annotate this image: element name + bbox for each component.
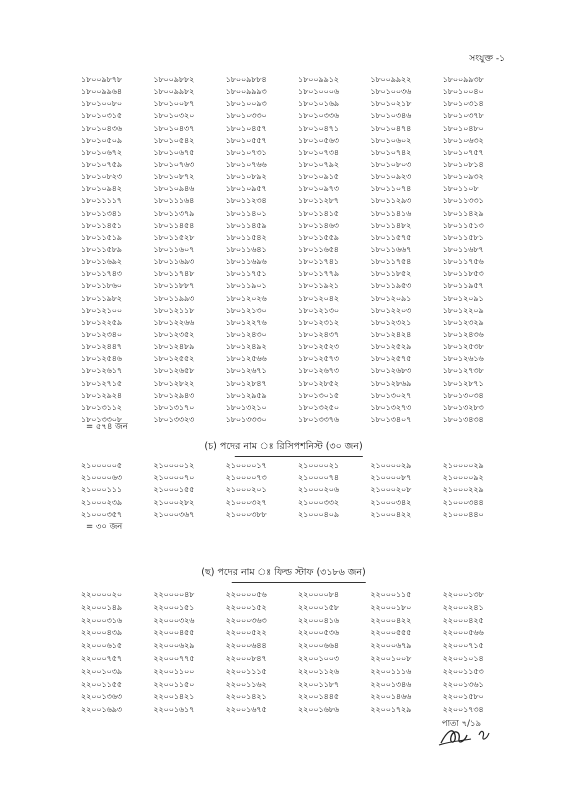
roll-number-cell: ১৮০১২৪৩০: [225, 328, 267, 339]
roll-number-cell: ১৮০১১৬৮৭: [442, 243, 484, 254]
roll-number-cell: ১৮০১১৪৮২: [370, 219, 412, 230]
roll-number-cell: ২২০০০১১৫: [370, 589, 412, 599]
roll-number-table-2: [81, 459, 515, 520]
roll-number-cell: ২২০০১৪২১: [153, 691, 195, 702]
roll-number-cell: ২১০০০২০৮: [370, 484, 412, 495]
roll-number-cell: ২২০০০৪১৬: [298, 614, 339, 625]
roll-number-cell: ২১০০০০৮৭: [370, 472, 412, 483]
roll-number-cell: ১৮০১২৩৪০: [81, 328, 122, 339]
roll-number-cell: ১৮০১৩৪০৭: [370, 413, 412, 424]
roll-number-cell: ২১০০০০২১: [298, 460, 339, 470]
roll-number-cell: ১৮০১১৫১৩: [442, 219, 484, 230]
roll-number-cell: ১৮০১৩২৮৩: [442, 401, 484, 412]
roll-number-cell: ১৮০০৯৮৮৪: [225, 74, 267, 84]
roll-number-cell: ২২০০১১৫৩: [442, 665, 484, 676]
roll-number-cell: ১৮০১১৫৪২: [225, 231, 267, 242]
roll-number-cell: ১৮০১০৪৩৭: [153, 122, 195, 133]
roll-number-cell: ১৮০১১৯২১: [298, 280, 339, 291]
roll-number-cell: ১৮০১২৩১২: [298, 316, 339, 327]
roll-number-cell: ১৮০১১৬০৭: [153, 243, 195, 254]
roll-number-cell: ১৮০১১৬৪১: [225, 243, 267, 254]
roll-number-cell: ২২০০০০৫৬: [225, 589, 267, 599]
roll-number-cell: ১৮০১১৮৫২: [370, 268, 412, 279]
roll-number-cell: ১৮০১২৭৩৮: [442, 365, 484, 376]
roll-number-cell: ২১০০০৩৮৮: [225, 508, 267, 519]
roll-number-cell: ১৮০১০৬৭২: [81, 146, 122, 157]
roll-number-cell: ১৮০১১৮৮৭: [153, 280, 195, 291]
roll-number-cell: ১৮০১২৮৪৭: [225, 377, 267, 388]
roll-number-cell: ১৮০১১৫৮১: [442, 231, 484, 242]
roll-number-cell: ২১০০০০১৭: [225, 460, 267, 470]
roll-number-cell: ২২০০১৪৪৫: [298, 691, 339, 702]
roll-number-cell: ১৮০১২১০০: [81, 304, 122, 315]
roll-number-cell: ১৮০১২৯৪৩: [153, 389, 195, 400]
roll-number-cell: ১৮০১২১৩০: [298, 304, 339, 315]
roll-number-cell: ২২০০০৭১৫: [442, 640, 484, 651]
roll-number-cell: ১৮০০৯৯১২: [298, 74, 339, 84]
roll-number-cell: ২২০০০৬২৯: [153, 640, 195, 651]
roll-number-cell: ১৮০১২২০৯: [442, 304, 484, 315]
roll-number-cell: ২১০০০৩৪৪: [442, 496, 484, 507]
roll-number-cell: ২২০০১৬৯৩: [81, 704, 122, 715]
roll-number-cell: ১৮০১১৭৪৩: [81, 268, 122, 279]
roll-number-cell: ১৮০১০৮১৪: [442, 158, 484, 169]
roll-number-cell: ২১০০০৩৬৭: [153, 508, 195, 519]
roll-number-cell: ১৮০১১৬৬৭: [370, 243, 412, 254]
roll-number-cell: ২২০০০৮৪৭: [225, 652, 267, 663]
roll-number-cell: ২১০০০৪৪০: [442, 508, 484, 519]
roll-number-cell: ২২০০০৩২৬: [153, 614, 195, 625]
roll-number-cell: ২২০০১৩৬৩: [81, 691, 122, 702]
roll-number-cell: ২২০০১১১৬: [370, 665, 412, 676]
roll-number-cell: ১৮০১০৯৫৭: [225, 183, 267, 194]
roll-number-cell: ২১০০০০২৯: [370, 460, 412, 470]
roll-number-table-1: [81, 73, 515, 425]
roll-number-cell: ১৮০১১৩৭৯: [153, 207, 195, 218]
roll-number-cell: ২২০০১৬৭৫: [225, 704, 267, 715]
roll-number-cell: ১৮০১২৫২৯: [370, 341, 412, 352]
roll-number-cell: ১৮০১২৬৭১: [225, 365, 267, 376]
roll-number-cell: ২১০০০২০৬: [298, 484, 339, 495]
roll-number-cell: ২১০০০১৫৫: [153, 484, 195, 495]
roll-number-cell: ২১০০০২২৯: [442, 484, 484, 495]
roll-number-cell: ১৮০১০৭৬৩: [153, 158, 195, 169]
roll-number-cell: ১৮০১১৪১৬: [370, 207, 412, 218]
roll-number-cell: ১৮০১১৪১৫: [298, 207, 339, 218]
roll-number-cell: ২১০০০৩৪২: [370, 496, 412, 507]
roll-number-cell: ১৮০১২০৪২: [298, 292, 339, 303]
roll-number-cell: ২২০০০৭৫৭: [81, 652, 122, 663]
roll-number-cell: ১৮০১০৯৪২: [81, 183, 122, 194]
roll-number-cell: ১৮০১১৯৫৩: [370, 280, 412, 291]
roll-number-cell: ১৮০১০৯৩২: [442, 171, 484, 182]
roll-number-cell: ১৮০১৩০৩৪: [442, 389, 484, 400]
roll-number-cell: ১৮০০৯৮৭৮: [81, 74, 122, 84]
roll-number-cell: ১৮০১০০৩৬: [370, 86, 412, 97]
roll-number-cell: ২২০০০১৫২: [225, 601, 267, 612]
roll-number-cell: ১৮০১১১৬৪: [153, 195, 195, 206]
roll-number-cell: ১৮০১১৩৩১: [442, 195, 484, 206]
roll-number-cell: ১৮০১৩৪৩৪: [442, 413, 484, 424]
roll-number-cell: ২২০০১৬৮৬: [298, 704, 339, 715]
roll-number-cell: ১৮০১০১৬৯: [298, 98, 339, 109]
roll-number-cell: ২২০০১১০০: [153, 665, 195, 676]
roll-number-cell: ২২০০১১৬২: [225, 678, 267, 689]
signature-mark: [437, 721, 492, 751]
roll-number-cell: ২২০০১০০৮: [370, 652, 412, 663]
roll-number-cell: ১৮০১৩২১০: [225, 401, 267, 412]
roll-number-cell: ১৮০১২৪২৪: [370, 328, 412, 339]
roll-number-cell: ১৮০১২৩৫২: [153, 328, 195, 339]
roll-number-cell: ১৮০১১৪০১: [225, 207, 267, 218]
roll-number-cell: ২২০০১১২৬: [298, 665, 339, 676]
roll-number-cell: ২২০০১৪২১: [225, 691, 267, 702]
roll-number-cell: ২২০০০৫৬৬: [442, 627, 484, 638]
roll-number-cell: ১৮০১৩১১২: [81, 401, 122, 412]
roll-number-cell: ১৮০১২৮৫২: [298, 377, 339, 388]
roll-number-cell: ২২০০০০৮৪: [298, 589, 339, 599]
annex-label: সংযুক্ত -১: [469, 54, 505, 64]
roll-number-cell: ২২০০০৫২২: [225, 627, 267, 638]
roll-number-cell: ২২০০১১১৫: [225, 665, 267, 676]
roll-number-cell: ১৮০১২৬৫৮: [153, 365, 195, 376]
roll-number-cell: ১৮০১২৯৫৯: [225, 389, 267, 400]
roll-number-cell: ১৮০১১৪২৯: [442, 207, 484, 218]
roll-number-cell: ১৮০১০৭৩৪: [298, 146, 339, 157]
roll-number-cell: ১৮০১১৯৯৩: [153, 292, 195, 303]
roll-number-cell: ১৮০১০৪৮০: [442, 122, 484, 133]
roll-number-cell: ১৮০১২১৩০: [225, 304, 267, 315]
roll-number-cell: ১৮০১২৩২১: [370, 316, 412, 327]
roll-number-cell: ১৮০১১২৯৩: [370, 195, 412, 206]
roll-number-cell: ১৮০১০৭৪২: [370, 146, 412, 157]
roll-number-cell: ২২০০১৩৬১: [442, 678, 484, 689]
roll-number-cell: ১৮০১৩২৭৩: [370, 401, 412, 412]
roll-number-cell: ১৮০১০৮৯২: [225, 171, 267, 182]
roll-number-cell: ১৮০১২২৬৬: [153, 316, 195, 327]
roll-number-cell: ১৮০১০৭৩১: [225, 146, 267, 157]
roll-number-cell: ২২০০০১৩৮: [442, 589, 484, 599]
roll-number-cell: ২১০০০৩২৭: [225, 496, 267, 507]
roll-number-cell: ২২০০১১৮৭: [298, 678, 339, 689]
roll-number-cell: ১৮০১২২০৩: [370, 304, 412, 315]
roll-number-cell: ১৮০১০৩৪৬: [370, 110, 412, 121]
roll-number-cell: ১৮০১০২১৮: [370, 98, 412, 109]
roll-number-cell: ১৮০১০৫০৯: [81, 134, 122, 145]
roll-number-cell: ১৮০১৩২৫০: [298, 401, 339, 412]
roll-number-cell: ১৮০১০০০৬: [298, 86, 339, 97]
roll-number-cell: ১৮০১০৮৭২: [153, 171, 195, 182]
roll-number-cell: ২২০০০১৪৯: [81, 601, 122, 612]
roll-number-cell: ২১০০০৪০৯: [298, 508, 339, 519]
roll-number-cell: ১৮০১৩০২৭: [370, 389, 412, 400]
roll-number-cell: ১৮০১২৫৭৩: [298, 353, 339, 364]
roll-number-cell: ১৮০১১৬৯৩: [153, 256, 195, 267]
roll-number-cell: ২২০০১৩৪৬: [370, 678, 412, 689]
roll-number-cell: ১৮০১৩০১৫: [298, 389, 339, 400]
roll-number-cell: ১৮০১১৭৪১: [298, 256, 339, 267]
roll-number-cell: ১৮০১১০৮: [442, 183, 479, 194]
roll-number-cell: ২২০০০৪২৫: [442, 614, 484, 625]
roll-number-cell: ১৮০১১০৭৪: [370, 183, 412, 194]
roll-number-cell: ১৮০১১৬৯৬: [225, 256, 267, 267]
roll-number-cell: ১৮০১১৯০১: [225, 280, 267, 291]
roll-number-cell: ১৮০১২৮৭১: [442, 377, 484, 388]
roll-number-cell: ১৮০১২৪৯২: [225, 341, 267, 352]
roll-number-cell: ২২০০০৪৫৫: [153, 627, 195, 638]
roll-number-cell: ২২০০০১৫৮: [298, 601, 339, 612]
roll-number-cell: ১৮০০৯৮৮২: [153, 74, 195, 84]
roll-number-cell: ১৮০১১৪৫৯: [225, 219, 267, 230]
roll-number-cell: ১৮০১১৪৫১: [81, 219, 122, 230]
roll-number-cell: ২২০০০৬১৫: [81, 640, 122, 651]
total-count-2: = ৩০ জন: [86, 522, 123, 532]
roll-number-cell: ১৮০১০৯৭৩: [298, 183, 339, 194]
roll-number-cell: ১৮০১২৬৭৩: [298, 365, 339, 376]
roll-number-cell: ১৮০১২৫২৩: [298, 341, 339, 352]
roll-number-cell: ১৮০১০৮২৩: [81, 171, 122, 182]
roll-number-cell: ১৮০১২৪৩৬: [442, 328, 484, 339]
roll-number-cell: ১৮০১০০৮০: [81, 98, 122, 109]
roll-number-cell: ১৮০১০০৪০: [442, 86, 484, 97]
roll-number-cell: ২২০০০৪২২: [370, 614, 412, 625]
roll-number-cell: ১৮০১১২৮৭: [298, 195, 339, 206]
roll-number-cell: ১৮০১০০৮৭: [153, 98, 195, 109]
roll-number-cell: ১৮০১২৬১৭: [81, 365, 122, 376]
roll-number-cell: ২১০০০০২৯: [442, 460, 484, 470]
roll-number-cell: ১৮০১০৩৩০: [225, 110, 267, 121]
roll-number-cell: ১৮০১৩৩০৮: [81, 413, 122, 424]
roll-number-cell: ১৮০১০৯৪৬: [153, 183, 195, 194]
roll-number-cell: ২১০০০০৭৩: [225, 472, 267, 483]
roll-number-cell: ২২০০১৬১৭: [153, 704, 195, 715]
roll-number-cell: ১৮০১২১১৮: [153, 304, 195, 315]
roll-number-cell: ১৮০১৩৩২৩: [153, 413, 195, 424]
total-count-1: = ৫৭৪ জন: [86, 422, 128, 432]
roll-number-cell: ২২০০০৪৩৯: [81, 627, 122, 638]
roll-number-cell: ১৮০১০৮০৩: [370, 158, 412, 169]
roll-number-cell: ১৮০১২০৯১: [370, 292, 412, 303]
roll-number-cell: ১৮০১০৭৬৬: [225, 158, 267, 169]
roll-number-cell: ১৮০১২২৭৬: [225, 316, 267, 327]
roll-number-cell: ২১০০০০০৫: [81, 460, 122, 470]
roll-number-cell: ২১০০০০১২: [153, 460, 195, 470]
roll-number-cell: ১৮০১০৫৬৩: [298, 134, 339, 145]
roll-number-cell: ১৮০১০৩১৪: [442, 98, 484, 109]
roll-number-cell: ২২০০০০২০: [81, 589, 122, 599]
roll-number-cell: ১৮০১২৮২২: [153, 377, 195, 388]
roll-number-cell: ২১০০০২৩৯: [81, 496, 122, 507]
roll-number-cell: ১৮০১০৪৫৭: [225, 122, 267, 133]
roll-number-cell: ১৮০১১৬৯২: [81, 256, 122, 267]
roll-number-cell: ১৮০১৩৩৭৬: [298, 413, 339, 424]
roll-number-cell: ১৮০১১৫৮৯: [81, 243, 122, 254]
roll-number-cell: ১৮০১১৫৭৫: [370, 231, 412, 242]
roll-number-cell: ২২০০০২৪১: [442, 601, 484, 612]
roll-number-cell: ১৮০১০৫৪২: [153, 134, 195, 145]
roll-number-cell: ১৮০০৯৯৮২: [153, 86, 195, 97]
roll-number-cell: ২১০০০২০১: [225, 484, 267, 495]
roll-number-cell: ১৮০১২৫৭৫: [370, 353, 412, 364]
roll-number-cell: ২২০০০৫৫৫: [370, 627, 412, 638]
roll-number-cell: ২১০০০৩৫৭: [81, 508, 122, 519]
roll-number-cell: ২২০০০৬৭৯: [370, 640, 412, 651]
roll-number-cell: ১৮০১০৩৩৬: [298, 110, 339, 121]
roll-number-cell: ২২০০০৫৩৬: [298, 627, 339, 638]
roll-number-cell: ২১০০০০৭০: [153, 472, 195, 483]
roll-number-cell: ২২০০১৭২৯: [370, 704, 412, 715]
roll-number-cell: ২২০০০০৪৮: [153, 589, 195, 599]
roll-number-cell: ২২০০১০৩৯: [81, 665, 122, 676]
roll-number-cell: ২২০০০৩১৬: [81, 614, 122, 625]
roll-number-cell: ১৮০১২৩২৯: [442, 316, 484, 327]
roll-number-cell: ১৮০০৯৯৩৮: [442, 74, 484, 84]
roll-number-cell: ১৮০১২৪৪৭: [81, 341, 122, 352]
roll-number-cell: ১৮০১০৭৫৯: [81, 158, 122, 169]
roll-number-cell: ১৮০১২৪৮৯: [153, 341, 195, 352]
roll-number-cell: ১৮০১০৪৭৪: [370, 122, 412, 133]
roll-number-cell: ২১০০০১১১: [81, 484, 122, 495]
page-number: পাতা ৭/১৯: [441, 719, 481, 729]
roll-number-cell: ১৮০১১৪৬৩: [298, 219, 339, 230]
roll-number-cell: ১৮০১২৮৬৯: [370, 377, 412, 388]
roll-number-cell: ১৮০১০৬৭৫: [153, 146, 195, 157]
roll-number-cell: ১৮০১১৭৫৬: [442, 256, 484, 267]
roll-number-cell: ১৮০১২২৫৯: [81, 316, 122, 327]
roll-number-cell: ২২০০০৩৬৩: [225, 614, 267, 625]
roll-number-cell: ১৮০১৩১৭০: [153, 401, 195, 412]
roll-number-cell: ২২০০০৬৪৪: [225, 640, 267, 651]
roll-number-cell: ১৮০১০৭৯২: [298, 158, 339, 169]
roll-number-cell: ২২০০১০১৪: [442, 652, 484, 663]
roll-number-cell: ১৮০১০৩৭৮: [442, 110, 484, 121]
roll-number-cell: ২২০০১১৫০: [153, 678, 195, 689]
roll-number-cell: ১৮০১১৭৪৮: [153, 268, 195, 279]
roll-number-cell: ১৮০১০৯১৫: [298, 171, 339, 182]
roll-number-cell: ১৮০১১১১৭: [81, 195, 122, 206]
roll-number-cell: ১৮০১২৯২৪: [81, 389, 122, 400]
roll-number-cell: ২১০০০০৯২: [442, 472, 484, 483]
roll-number-cell: ১৮০১২৬৮৩: [370, 365, 412, 376]
roll-number-cell: ১৮০১০৬০২: [370, 134, 412, 145]
roll-number-cell: ২১০০০০৭৪: [298, 472, 339, 483]
roll-number-cell: ১৮০১১৭৭৯: [298, 268, 339, 279]
roll-number-cell: ১৮০১০৪৩৬: [81, 122, 122, 133]
section-heading-field-staff: (ছ) পদের নাম ঃ ফিল্ড স্টাফ (৩১৮৬ জন): [201, 566, 365, 581]
roll-number-cell: ১৮০১২৫৫২: [153, 353, 195, 364]
roll-number-cell: ১৮০১০০৯৩: [225, 98, 267, 109]
section-heading-receptionist: (চ) পদের নাম ঃ রিসিপশনিস্ট (৩০ জন): [204, 440, 362, 455]
roll-number-cell: ১৮০১১৫১৯: [81, 231, 122, 242]
roll-number-cell: ১৮০০৯৯৯৩: [225, 86, 267, 97]
roll-number-cell: ১৮০১০৩২০: [153, 110, 195, 121]
roll-number-cell: ১৮০১০৫৫৭: [225, 134, 267, 145]
roll-number-cell: ১৮০১২৫৬৬: [225, 353, 267, 364]
roll-number-cell: ২১০০০২৮২: [153, 496, 195, 507]
roll-number-cell: ২২০০০১৫১: [153, 601, 195, 612]
roll-number-cell: ১৮০১১৫৫৯: [298, 231, 339, 242]
roll-number-cell: ১৮০১০৩১৫: [81, 110, 122, 121]
roll-number-cell: ১৮০০৯৯২২: [370, 74, 412, 84]
roll-number-cell: ২২০০০৭৭৫: [153, 652, 195, 663]
roll-number-cell: ১৮০১১৮৫৩: [442, 268, 484, 279]
roll-number-cell: ১৮০১১৭৫১: [225, 268, 267, 279]
roll-number-cell: ২২০০১৪৬৬: [370, 691, 412, 702]
roll-number-cell: ১৮০১১৩৪১: [81, 207, 122, 218]
roll-number-cell: ১৮০১১২৩৪: [225, 195, 267, 206]
roll-number-cell: ২১০০০০৬৩: [81, 472, 122, 483]
roll-number-cell: ২২০০১০০৩: [298, 652, 339, 663]
roll-number-cell: ১৮০১২৭১৫: [81, 377, 122, 388]
roll-number-cell: ১৮০১২৪৩৭: [298, 328, 339, 339]
roll-number-cell: ১৮০১২৫৩৮: [442, 341, 484, 352]
roll-number-cell: ১৮০১০৬৩২: [442, 134, 484, 145]
roll-number-cell: ১৮০১১৭৫৪: [370, 256, 412, 267]
roll-number-cell: ১৮০১২৬১৬: [442, 353, 484, 364]
roll-number-cell: ১৮০০৯৯৬৪: [81, 86, 122, 97]
roll-number-cell: ১৮০১০৪৭১: [298, 122, 339, 133]
roll-number-cell: ২২০০০১৮০: [370, 601, 412, 612]
roll-number-cell: ১৮০১১৫২৮: [153, 231, 195, 242]
roll-number-cell: ১৮০১২০২৬: [225, 292, 267, 303]
roll-number-cell: ১৮০১১৪৫৪: [153, 219, 195, 230]
roll-number-cell: ২২০০০৬৬৪: [298, 640, 339, 651]
roll-number-cell: ২১০০০৪২২: [370, 508, 412, 519]
roll-number-cell: ১৮০১৩৩৩০: [225, 413, 267, 424]
roll-number-cell: ১৮০১১৯৮২: [81, 292, 122, 303]
roll-number-cell: ১৮০১২০৯১: [442, 292, 484, 303]
roll-number-cell: ২১০০০৩৩২: [298, 496, 339, 507]
roll-number-cell: ২২০০১৭৩৪: [442, 704, 484, 715]
roll-number-table-3: [81, 588, 515, 716]
roll-number-cell: ১৮০১০৯২৩: [370, 171, 412, 182]
roll-number-cell: ১৮০১১৯৫৭: [442, 280, 484, 291]
roll-number-cell: ১৮০১২৫৪৬: [81, 353, 122, 364]
roll-number-cell: ১৮০১১৬৫৪: [298, 243, 339, 254]
roll-number-cell: ২২০০১১৫৫: [81, 678, 122, 689]
roll-number-cell: ১৮০১০৭৫৭: [442, 146, 484, 157]
roll-number-cell: ১৮০১১৮৬০: [81, 280, 122, 291]
roll-number-cell: ২২০০১৫৮০: [442, 691, 484, 702]
